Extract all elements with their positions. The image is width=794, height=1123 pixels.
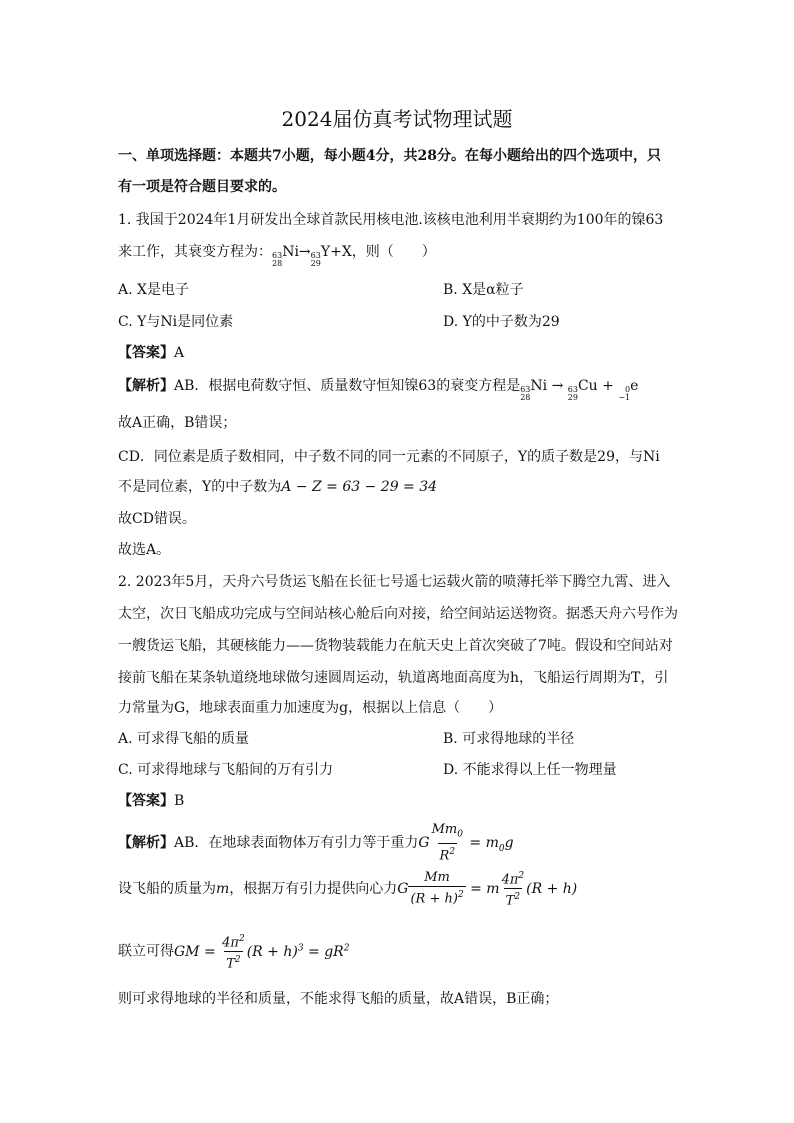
- q2-option-a[interactable]: A. 可求得飞船的质量: [118, 731, 250, 747]
- q1-option-d[interactable]: D. Y的中子数为29: [443, 314, 560, 330]
- mass-symbol: m: [216, 880, 230, 897]
- section-heading-line1: 一、单项选择题：本题共7小题，每小题4分，共28分。在每小题给出的四个选项中，只: [118, 148, 661, 164]
- q2-answer: [118, 792, 184, 810]
- combined-eq: GM = $\frac{4\pi^2}{T^2}$ $(R + h)^3 = gR^2$: [174, 933, 350, 972]
- decay-equation-solution: 63 28 Ni → 63 29 Cu + 0 −1 e: [520, 378, 639, 402]
- decay-equation: 63 28 Ni→ 63 29 Y+X: [272, 244, 352, 268]
- explanation-tag: 【解析】: [118, 834, 174, 851]
- q2-explanation-line4: 则可求得地球的半径和质量，不能求得飞船的质量，故A错误，B正确；: [118, 991, 559, 1007]
- q1-explanation-line1: 【解析】AB．根据电荷数守恒、质量数守恒知镍63的衰变方程是 63 28 Ni → 63 29 Cu + 0 −1 e: [118, 378, 639, 402]
- q2-stem-line3: 一艘货运飞船，其硬核能力——货物装载能力在航天史上首次突破了7吨。假设和空间站对: [118, 638, 673, 654]
- answer-tag: 【答案】: [118, 345, 174, 361]
- q2-stem-line4: 接前飞船在某条轨道绕地球做匀速圆周运动，轨道离地面高度为h，飞船运行周期为T，引: [118, 670, 669, 686]
- answer-tag: 【答案】: [118, 793, 174, 809]
- section-heading-line2: 有一项是符合题目要求的。: [118, 179, 286, 195]
- q1-explanation-line6: 故选A。: [118, 542, 171, 558]
- q1-answer-value: A: [174, 345, 185, 361]
- q1-option-a[interactable]: A. X是电子: [118, 282, 189, 298]
- gravity-eq-orbit: G $\frac{Mm}{(R + h)^2}$ = m $\frac{4\pi^2}{T^2}$ (R + h): [397, 870, 578, 909]
- q2-explanation-line3: 联立可得GM = $\frac{4\pi^2}{T^2}$ $(R + h)^3 = gR^2$: [118, 933, 350, 972]
- q2-explanation-line1: 【解析】AB．在地球表面物体万有引力等于重力G $\frac{Mm_0}{R^2}$ = $m_0g$: [118, 822, 514, 863]
- q1-explanation-line5: 故CD错误。: [118, 511, 196, 527]
- q1-explanation-line3: CD．同位素是质子数相同，中子数不同的同一元素的不同原子，Y的质子数是29，与Ni: [118, 449, 660, 465]
- q2-option-c[interactable]: C. 可求得地球与飞船间的万有引力: [118, 762, 334, 778]
- q2-option-b[interactable]: B. 可求得地球的半径: [443, 731, 575, 747]
- gravity-eq-surface: G $\frac{Mm_0}{R^2}$ = $m_0g$: [418, 822, 514, 863]
- q1-explanation-line4: 不是同位素，Y的中子数为A − Z = 63 − 29 = 34: [118, 479, 438, 495]
- q1-explanation-line2: 故A正确，B错误；: [118, 415, 237, 431]
- q1-option-b[interactable]: B. X是α粒子: [443, 282, 524, 298]
- q1-option-c[interactable]: C. Y与Ni是同位素: [118, 314, 234, 330]
- q1-stem-line1: 1. 我国于2024年1月研发出全球首款民用核电池.该核电池利用半衰期约为100年的镍63: [118, 212, 664, 228]
- explanation-tag: 【解析】: [118, 378, 174, 394]
- q1-stem-suffix: ，则（ ）: [351, 244, 436, 260]
- q1-stem-prefix: 来工作，其衰变方程为：: [118, 244, 272, 260]
- q1-stem-line2: [118, 243, 436, 268]
- page-title: 2024届仿真考试物理试题: [281, 107, 513, 131]
- q2-stem-line5: 力常量为G，地球表面重力加速度为g，根据以上信息（ ）: [118, 700, 503, 716]
- q2-stem-line1: 2. 2023年5月，天舟六号货运飞船在长征七号遥七运载火箭的喷薄托举下腾空九霄、进入: [118, 574, 671, 590]
- q1-answer: [118, 344, 184, 362]
- q2-answer-value: B: [174, 793, 185, 809]
- q2-stem-line2: 太空，次日飞船成功完成与空间站核心舱后向对接，给空间站运送物资。据悉天舟六号作为: [118, 606, 678, 622]
- neutron-calc: A − Z = 63 − 29 = 34: [281, 479, 438, 495]
- q2-option-d[interactable]: D. 不能求得以上任一物理量: [443, 762, 617, 778]
- q2-explanation-line2: 设飞船的质量为m，根据万有引力提供向心力G $\frac{Mm}{(R + h)^2}$ = m $\frac{4\pi^2}{T^2}$ (R + h): [118, 870, 578, 909]
